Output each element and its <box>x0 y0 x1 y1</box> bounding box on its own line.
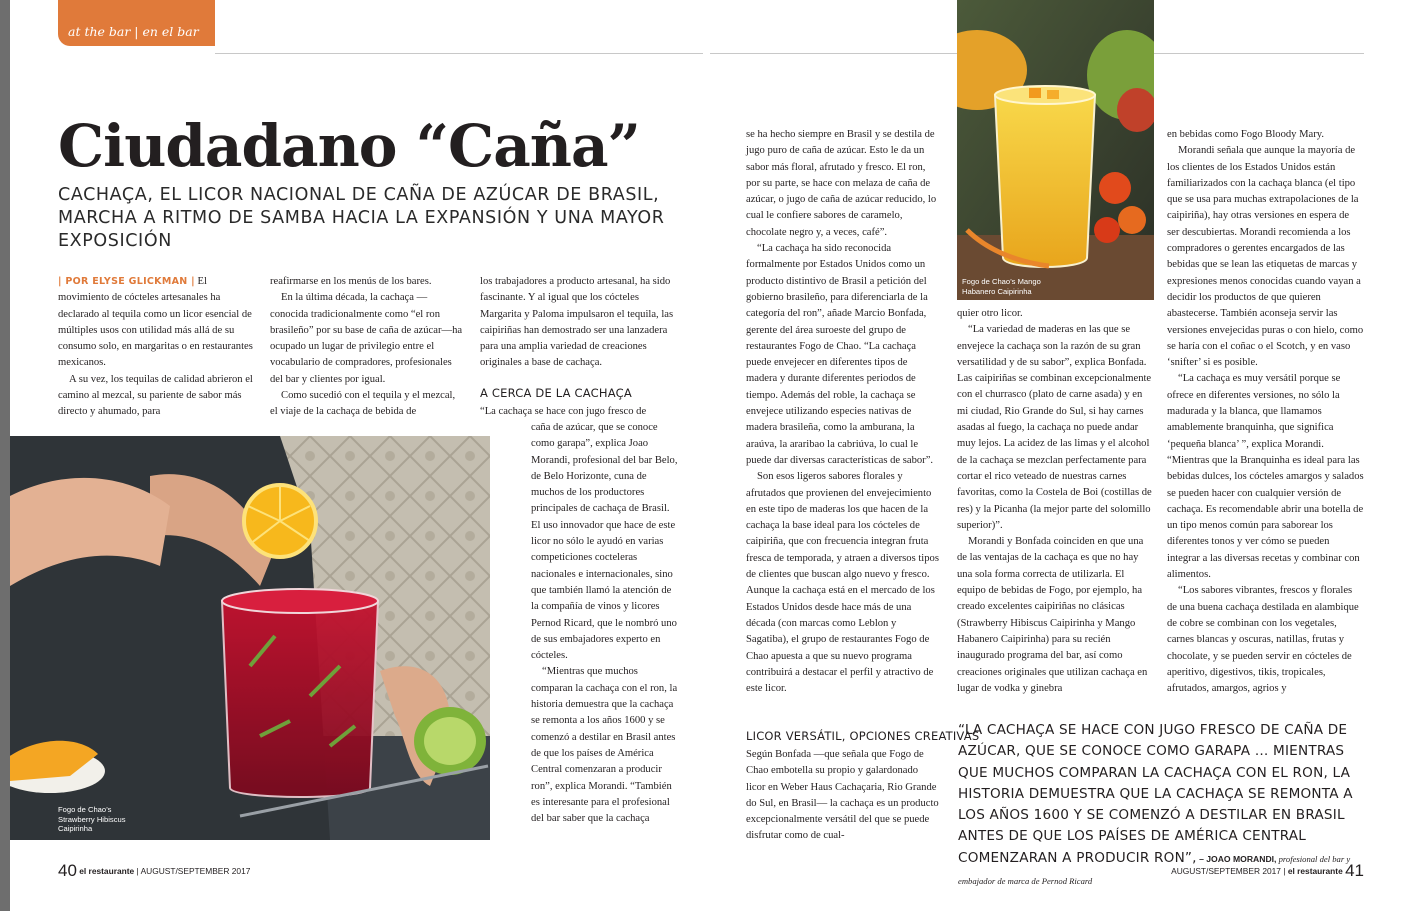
pull-quote-author: – JOAO MORANDI, <box>1196 853 1277 864</box>
folio-right: AUGUST/SEPTEMBER 2017 | el restaurante 41 <box>1171 861 1364 880</box>
column-3-narrow-para-2: “Mientras que muchos comparan la cachaça con el ron, la historia demuestra que la cachaça se remonta a los años 1600 y se comenzó a destilar en Brasil antes de que los países de América Central comenzaran a producir ron”, explica Morandi. “También es interesante para el profesional del bar saber que la cachaça <box>531 666 678 825</box>
column-3-para-1: los trabajadores a producto artesanal, ha sido fascinante. Y al igual que los cócteles Margarita y Paloma impulsaron el tequila, las caipiriñas han demostrado ser una lanzadera para una amplia variedad de creaciones originales a base de cachaça. <box>480 276 674 369</box>
header-rule-left <box>215 53 703 54</box>
column-4-para-3: Son esos ligeros sabores florales y afrutados que provienen del envejecimiento en este tipo de maderas los que hacen de la cachaça la base ideal para los cócteles de caipiriña, que con frecuencia integran fruta fresca de temporada, y atraen a diversos tipos de clientes que buscan algo nuevo y fresco. Aunque la cachaça está en el mercado de los Estados Unidos desde hace más de una década (con marcas como Leblon y Sagatiba), el grupo de restaurantes Fogo de Chao apuesta a que su nuevo programa contribuirá a destacar el perfil y atractivo de este licor. <box>746 471 939 695</box>
column-3-quote-lead <box>480 404 680 420</box>
page-number-left: 40 <box>58 861 77 880</box>
column-4-bottom <box>746 747 940 845</box>
column-3-narrow-para-1: caña de azúcar, que se conoce como garapa”, explica Joao Morandi, profesional del bar Belo, de Belo Horizonte, cuna de muchos de los productores principales de cachaça de Brasil. El uso innovador que hace de este licor no sólo le ayudó en varias competiciones cocteleras nacionales e internacionales, sino que también llamó la atención de la compañía de vinos y licores Pernod Ricard, que le nombró uno de sus embajadores experto en cócteles. <box>531 422 678 662</box>
column-5-para-3: Morandi y Bonfada coinciden en que una de las ventajas de la cachaça es que no hay una sola forma correcta de utilizarla. El equipo de bebidas de Fogo, por ejemplo, ha creado excelentes caipiriñas no clásicas (Strawberry Hibiscus Caipirinha y Mango Habanero Caipirinha) para su recién inaugurado programa del bar, así como creaciones originales que utilizan cachaça en lugar de vodka y ginebra <box>957 536 1148 694</box>
caption-strawberry-line-1: Fogo de Chao’s <box>58 805 112 814</box>
caption-mango-line-2: Habanero Caipirinha <box>962 286 1032 296</box>
subhead-acerca: A CERCA DE LA CACHAÇA <box>480 386 632 400</box>
column-6 <box>1167 127 1364 697</box>
section-tab-label: at the bar | en el bar <box>68 24 199 39</box>
column-4-bottom-para: Según Bonfada —que señala que Fogo de Chao embotella su propio y galardonado licor en Weber Haus Cachaçaria, Rio Grande do Sul, en Brasil— la cachaça es un producto excepcionalmente versátil del que se puede disfrutar como de cual- <box>746 749 939 842</box>
section-tab <box>58 0 215 46</box>
caption-strawberry-line-2: Strawberry Hibiscus <box>58 814 126 824</box>
column-2-para-1: reafirmarse en los menús de los bares. <box>270 276 432 287</box>
caption-mango <box>962 277 1041 296</box>
column-3-top <box>480 274 680 372</box>
page-number-right: 41 <box>1345 861 1364 880</box>
folio-left: 40 el restaurante | AUGUST/SEPTEMBER 2017 <box>58 861 251 880</box>
column-3-narrow <box>531 420 679 827</box>
pull-quote-role: profesional del bar y embajador de marca de Pernod Ricard <box>958 853 1351 887</box>
column-2 <box>270 274 463 421</box>
column-5-para-1: quier otro licor. <box>957 308 1023 319</box>
article-headline: Ciudadano “Caña” <box>58 112 640 180</box>
column-4-para-2: “La cachaça ha sido reconocida formalmente por Estados Unidos como un producto distintivo de Brasil a petición del gobierno brasileño, para diferenciarla de la categoría del ron”, añade Marcio Bonfada, gerente del área suroeste del grupo de restaurantes Fogo de Chao. “La cachaça puede envejecer en diferentes tipos de madera y durante diferentes periodos de tiempo. Además del roble, la cachaça se envejece utilizando especies nativas de madera brasileña, como la amburana, la araúva, la araribao la cabriúva, lo cual le puede dar diversas características de sabor”. <box>746 243 934 466</box>
column-4-para-1: se ha hecho siempre en Brasil y se destila de jugo puro de caña de azúcar. Esto le da un sabor más floral, afrutado y fresco. El ron, por su parte, se hace con melaza de caña de azúcar, o jugo de caña de azúcar reducido, lo cual le confiere sabores de caramelo, chocolate negro y, a veces, café”. <box>746 129 937 238</box>
column-6-para-2: Morandi señala que aunque la mayoría de los clientes de los Estados Unidos están familiarizados con la cachaça blanca (el tipo que se usa para muchas extrapolaciones de la caipiriña), hay otras versiones en espera de ser descubiertas. Morandi recomienda a los compradores o gerentes encargados de las bebidas que se lean las etiquetas de marcas y expresiones menos conocidas cuando vayan a decidir los productos de que quieren abastecerse. También aconseja servir las versiones envejecidas puras o con hielo, como se haría con el coñac o el Scotch, y en vaso ‘snifter’ si es posible. <box>1167 145 1364 369</box>
subhead-licor-versatil: LICOR VERSÁTIL, OPCIONES CREATIVAS <box>746 729 980 743</box>
column-2-para-2: En la última década, la cachaça —conocida tradicionalmente como “el ron brasileño” por su base de caña de azúcar—ha ocupado un lugar de privilegio entre el vocabulario de compradores, profesionales del bar y clientes por igual. <box>270 292 463 385</box>
issue-date-left: AUGUST/SEPTEMBER 2017 <box>140 866 251 876</box>
magazine-name-left: el restaurante <box>79 866 135 876</box>
mango-habanero-caipirinha-photo <box>957 0 1154 300</box>
caption-strawberry-line-3: Caipirinha <box>58 824 93 833</box>
column-3-quote-lead-text: “La cachaça se hace con jugo fresco de <box>480 406 647 417</box>
column-6-para-3: “La cachaça es muy versátil porque se ofrece en diferentes versiones, no sólo la madurada y la blanca, que llamamos amablemente branquinha, que significa ‘pequeña blanca’ ”, explica Morandi. “Mientras que la Branquinha es ideal para las bebidas dulces, los cócteles amargos y salados se pueden hacer con cualquier versión de cachaça. Es recomendable abrir una botella de un tipo menos común para saborear los diferentes tonos y ver cómo se pueden integrar a las diversas recetas y combinar con alimentos. <box>1167 373 1364 581</box>
column-6-para-4: “Los sabores vibrantes, frescos y florales de una buena cachaça destilada en alambique de cobre se combinan con los vegetales, carnes blancas y oscuras, natillas, frutas y chocolate, y se pueden servir en cócteles de aperitivo, digestivos, tikis, tropicales, afrutados, amargos, agrios y <box>1167 585 1359 695</box>
caption-strawberry <box>58 805 126 834</box>
column-2-para-3: Como sucedió con el tequila y el mezcal, el viaje de la cachaça de bebida de <box>270 390 456 418</box>
column-5 <box>957 306 1152 697</box>
column-1-para-2: A su vez, los tequilas de calidad abrieron el camino al mezcal, su pariente de sabor más directo y ahumado, para <box>58 373 253 418</box>
column-4-top <box>746 127 940 697</box>
column-1 <box>58 274 253 421</box>
article-deck: CACHAÇA, EL LICOR NACIONAL DE CAÑA DE AZÚCAR DE BRASIL, MARCHA A RITMO DE SAMBA HACIA LA EXPANSIÓN Y UNA MAYOR EXPOSICIÓN <box>58 185 665 251</box>
caption-mango-line-1: Fogo de Chao’s Mango <box>962 277 1041 286</box>
strawberry-hibiscus-caipirinha-photo <box>10 436 490 840</box>
column-5-para-2: “La variedad de maderas en las que se envejece la cachaça son la razón de su gran versatilidad y de su sabor”, explica Bonfada. Las caipiriñas se combinan excepcionalmente con el churrasco (plato de carne asada) y en mi ciudad, Rio Grande do Sul, si hay carnes asadas al fuego, la cachaça no puede andar muy lejos. La acidez de las limas y el alcohol de la cachaça se mezclan perfectamente para cortar el rico veteado de nuestras carnes favoritas, como la Costela de Boi (costillas de res) y la Picanha (la mejor parte del solomillo superior)”. <box>957 324 1152 531</box>
magazine-name-right: el restaurante <box>1287 866 1343 876</box>
byline: | POR ELYSE GLICKMAN | <box>58 276 195 287</box>
column-1-para-1: El movimiento de cócteles artesanales ha declarado al tequila como un licor esencial de múltiples usos con utilidad más allá de su consumo solo, en margaritas o en restaurantes mexicanos. <box>58 276 253 369</box>
page-spine <box>0 0 10 911</box>
issue-date-right: AUGUST/SEPTEMBER 2017 <box>1171 866 1281 876</box>
header-rule-right-a <box>710 53 957 54</box>
column-6-para-1: en bebidas como Fogo Bloody Mary. <box>1167 129 1325 140</box>
header-rule-right-b <box>1154 53 1364 54</box>
pull-quote-text: “LA CACHAÇA SE HACE CON JUGO FRESCO DE CAÑA DE AZÚCAR, QUE SE CONOCE COMO GARAPA … MIENTRAS QUE MUCHOS COMPARAN LA CACHAÇA CON EL RON, LA HISTORIA DEMUESTRA QUE LA CACHAÇA SE REMONTA A LOS AÑOS 1600 Y SE COMENZÓ A DESTILAR EN BRASIL ANTES DE QUE LOS PAÍSES DE AMÉRICA CENTRAL COMENZARAN A PRODUCIR RON”, <box>958 722 1353 866</box>
